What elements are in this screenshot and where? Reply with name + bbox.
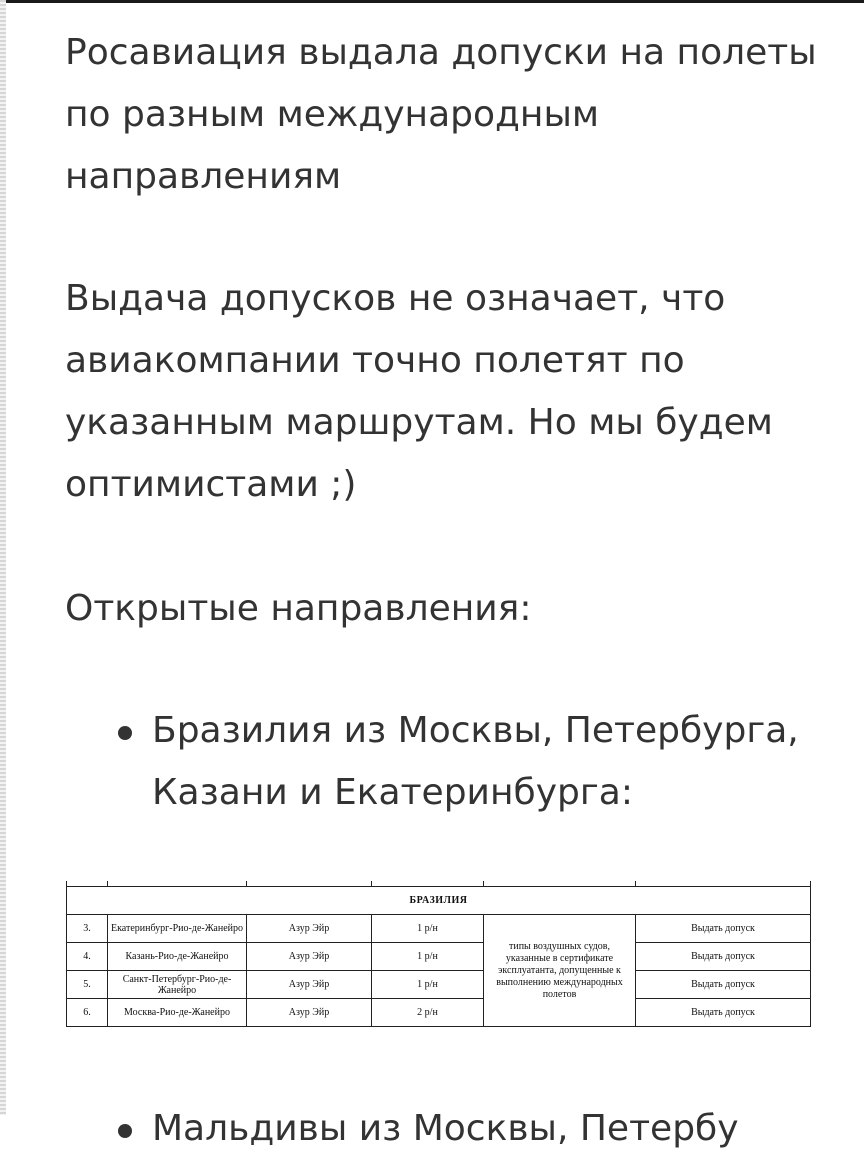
left-edge bbox=[0, 0, 6, 1115]
row-number: 6. bbox=[67, 999, 108, 1027]
status-cell: Выдать допуск bbox=[636, 999, 811, 1027]
airline-cell: Азур Эйр bbox=[247, 943, 372, 971]
scanned-document-table bbox=[66, 881, 810, 1031]
row-number: 4. bbox=[67, 943, 108, 971]
status-cell: Выдать допуск bbox=[636, 971, 811, 999]
airline-cell: Азур Эйр bbox=[247, 915, 372, 943]
table-row bbox=[67, 915, 811, 943]
table-row bbox=[67, 971, 811, 999]
row-number: 3. bbox=[67, 915, 108, 943]
frequency-cell: 1 р/н bbox=[372, 943, 484, 971]
route-cell: Санкт-Петербург-Рио-де-Жанейро bbox=[108, 971, 247, 999]
frequency-cell: 1 р/н bbox=[372, 915, 484, 943]
table-row bbox=[67, 943, 811, 971]
frequency-cell: 1 р/н bbox=[372, 971, 484, 999]
disclaimer-paragraph: Выдача допусков не означает, что авиакомпании точно полетят по указанным маршрутам. Но мы будем оптимистами ;) bbox=[65, 278, 773, 505]
route-cell: Москва-Рио-де-Жанейро bbox=[108, 999, 247, 1027]
airline-cell: Азур Эйр bbox=[247, 971, 372, 999]
list-item-text: Мальдивы из Москвы, Петербу bbox=[152, 1108, 739, 1149]
list-item-text: Бразилия из Москвы, Петербурга, Казани и Екатеринбурга: bbox=[152, 710, 799, 813]
status-cell: Выдать допуск bbox=[636, 915, 811, 943]
table-row bbox=[67, 999, 811, 1027]
bullet-icon bbox=[118, 726, 132, 740]
row-number: 5. bbox=[67, 971, 108, 999]
list-item-brazil bbox=[152, 700, 842, 824]
airline-cell: Азур Эйр bbox=[247, 999, 372, 1027]
bullet-icon bbox=[118, 1124, 132, 1138]
intro-heading: Росавиация выдала допуски на полеты по разным международным направлениям bbox=[65, 32, 817, 197]
aircraft-types-cell: типы воздушных судов, указанные в сертификате эксплуатанта, допущенные к выполнению международных полетов bbox=[484, 915, 636, 1027]
top-border bbox=[0, 0, 864, 3]
frequency-cell: 2 р/н bbox=[372, 999, 484, 1027]
route-cell: Казань-Рио-де-Жанейро bbox=[108, 943, 247, 971]
table-heading: БРАЗИЛИЯ bbox=[67, 887, 811, 915]
status-cell: Выдать допуск bbox=[636, 943, 811, 971]
route-cell: Екатеринбург-Рио-де-Жанейро bbox=[108, 915, 247, 943]
list-item-maldives-partial bbox=[152, 1098, 739, 1160]
open-routes-heading: Открытые направления: bbox=[65, 588, 532, 629]
